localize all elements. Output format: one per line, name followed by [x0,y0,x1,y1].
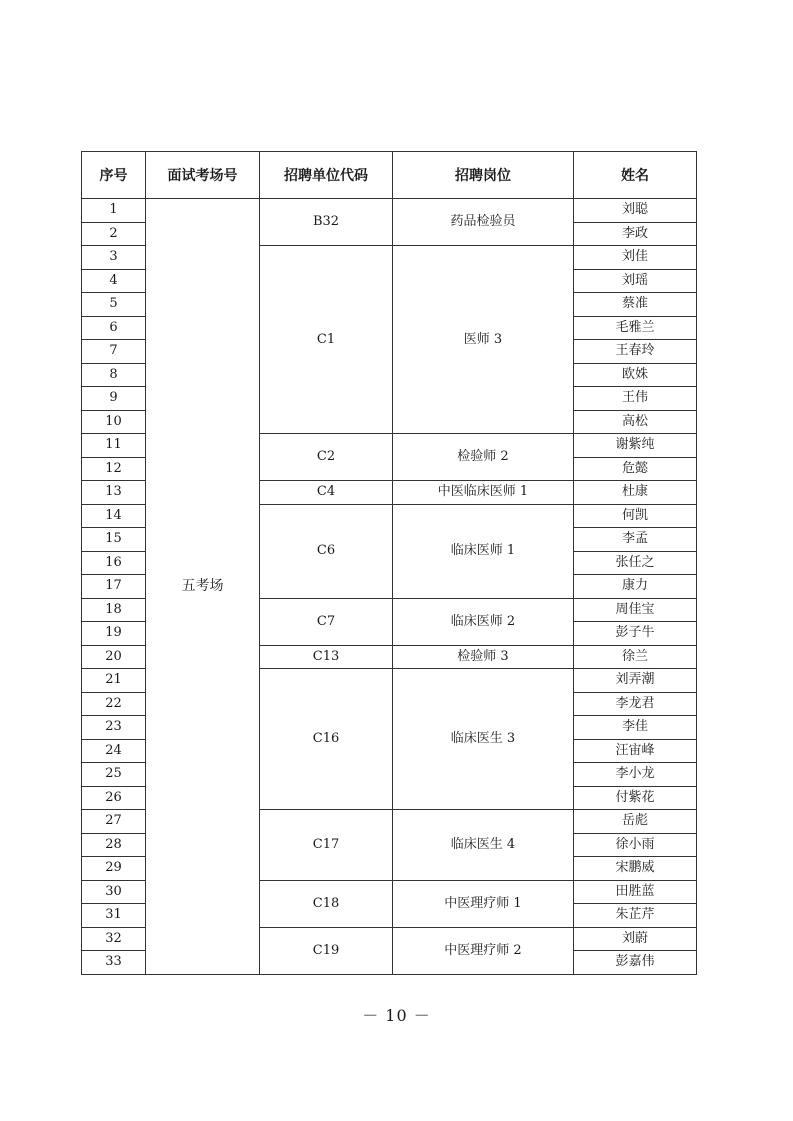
unit-code-cell: C2 [260,434,393,481]
seq-no-cell: 11 [82,434,146,458]
candidate-name-cell: 徐小雨 [574,833,697,857]
position-cell: 检验师 3 [393,645,574,669]
unit-code-cell: C16 [260,669,393,810]
seq-no-cell: 17 [82,575,146,599]
unit-code-cell: C4 [260,481,393,505]
candidate-name-cell: 彭嘉伟 [574,951,697,975]
seq-no-cell: 23 [82,716,146,740]
seq-no-cell: 8 [82,363,146,387]
candidate-name-cell: 李孟 [574,528,697,552]
candidate-name-cell: 周佳宝 [574,598,697,622]
seq-no-cell: 24 [82,739,146,763]
candidate-name-cell: 何凯 [574,504,697,528]
seq-no-cell: 20 [82,645,146,669]
unit-code-cell: C7 [260,598,393,645]
candidate-name-cell: 危懿 [574,457,697,481]
seq-no-cell: 6 [82,316,146,340]
candidate-name-cell: 岳彪 [574,810,697,834]
position-cell: 医师 3 [393,246,574,434]
candidate-name-cell: 杜康 [574,481,697,505]
candidate-name-cell: 谢紫纯 [574,434,697,458]
candidate-name-cell: 李龙君 [574,692,697,716]
position-cell: 中医临床医师 1 [393,481,574,505]
seq-no-cell: 31 [82,904,146,928]
venue-cell: 五考场 [146,199,260,975]
candidate-name-cell: 宋鹏威 [574,857,697,881]
candidate-name-cell: 李政 [574,222,697,246]
unit-code-cell: C17 [260,810,393,881]
table-body [82,199,697,975]
candidate-name-cell: 刘弄潮 [574,669,697,693]
seq-no-cell: 19 [82,622,146,646]
seq-no-cell: 4 [82,269,146,293]
header-unit-code: 招聘单位代码 [260,152,393,199]
position-cell: 中医理疗师 2 [393,927,574,974]
position-cell: 临床医师 2 [393,598,574,645]
seq-no-cell: 15 [82,528,146,552]
seq-no-cell: 30 [82,880,146,904]
candidate-name-cell: 付紫花 [574,786,697,810]
candidate-name-cell: 李佳 [574,716,697,740]
candidate-name-cell: 刘聪 [574,199,697,223]
interview-schedule-table [81,151,697,975]
seq-no-cell: 33 [82,951,146,975]
candidate-name-cell: 彭子牛 [574,622,697,646]
unit-code-cell: C1 [260,246,393,434]
seq-no-cell: 3 [82,246,146,270]
table-row [82,199,697,223]
seq-no-cell: 25 [82,763,146,787]
seq-no-cell: 21 [82,669,146,693]
position-cell: 检验师 2 [393,434,574,481]
seq-no-cell: 1 [82,199,146,223]
candidate-name-cell: 田胜蓝 [574,880,697,904]
seq-no-cell: 13 [82,481,146,505]
candidate-name-cell: 王春玲 [574,340,697,364]
position-cell: 临床医生 3 [393,669,574,810]
candidate-name-cell: 刘佳 [574,246,697,270]
candidate-name-cell: 朱芷芹 [574,904,697,928]
candidate-name-cell: 高松 [574,410,697,434]
position-cell: 中医理疗师 1 [393,880,574,927]
seq-no-cell: 32 [82,927,146,951]
seq-no-cell: 14 [82,504,146,528]
unit-code-cell: C13 [260,645,393,669]
seq-no-cell: 9 [82,387,146,411]
candidate-name-cell: 欧姝 [574,363,697,387]
seq-no-cell: 28 [82,833,146,857]
candidate-name-cell: 徐兰 [574,645,697,669]
unit-code-cell: B32 [260,199,393,246]
unit-code-cell: C6 [260,504,393,598]
header-name: 姓名 [574,152,697,199]
seq-no-cell: 7 [82,340,146,364]
table-header-row [82,152,697,199]
seq-no-cell: 2 [82,222,146,246]
seq-no-cell: 12 [82,457,146,481]
position-cell: 临床医师 1 [393,504,574,598]
candidate-name-cell: 汪宙峰 [574,739,697,763]
candidate-name-cell: 王伟 [574,387,697,411]
candidate-name-cell: 康力 [574,575,697,599]
seq-no-cell: 22 [82,692,146,716]
seq-no-cell: 16 [82,551,146,575]
seq-no-cell: 29 [82,857,146,881]
header-position: 招聘岗位 [393,152,574,199]
seq-no-cell: 18 [82,598,146,622]
candidate-name-cell: 张任之 [574,551,697,575]
candidate-name-cell: 蔡准 [574,293,697,317]
header-venue: 面试考场号 [146,152,260,199]
page-number: － 10 － [362,1006,431,1025]
seq-no-cell: 26 [82,786,146,810]
unit-code-cell: C19 [260,927,393,974]
seq-no-cell: 5 [82,293,146,317]
candidate-name-cell: 刘蔚 [574,927,697,951]
candidate-name-cell: 刘瑶 [574,269,697,293]
position-cell: 临床医生 4 [393,810,574,881]
candidate-name-cell: 毛雅兰 [574,316,697,340]
position-cell: 药品检验员 [393,199,574,246]
unit-code-cell: C18 [260,880,393,927]
candidate-name-cell: 李小龙 [574,763,697,787]
seq-no-cell: 10 [82,410,146,434]
header-seq-no: 序号 [82,152,146,199]
seq-no-cell: 27 [82,810,146,834]
